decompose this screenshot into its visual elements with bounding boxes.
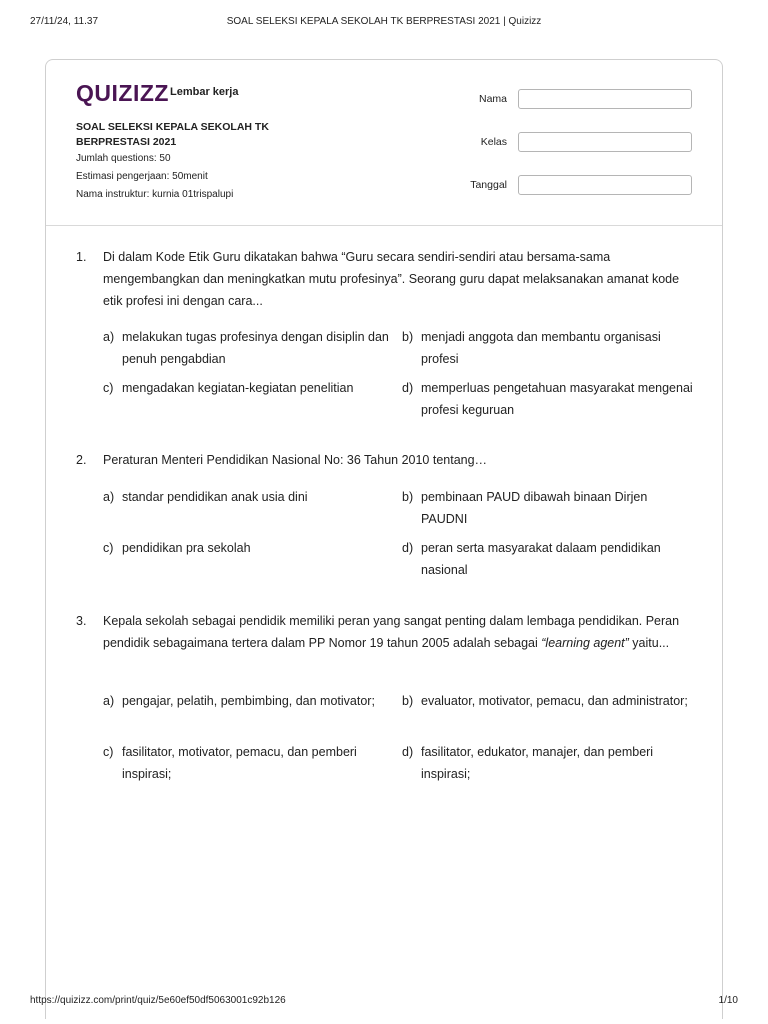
print-date: 27/11/24, 11.37 bbox=[30, 16, 99, 27]
option-letter: d) bbox=[402, 381, 414, 395]
option-letter: a) bbox=[103, 330, 115, 344]
time-estimate: Estimasi pengerjaan: 50menit bbox=[76, 171, 208, 182]
option-letter: d) bbox=[402, 745, 414, 759]
question-text: Di dalam Kode Etik Guru dikatakan bahwa “Guru secara sendiri-sendiri atau bersama-sama mengembangkan dan meningkatkan mutu profesinya”. Seorang guru dapat melaksanakan amanat kode etik profesi ini dengan cara... bbox=[103, 250, 680, 308]
option-text: peran serta masyarakat dalaam pendidikan nasional bbox=[421, 541, 661, 577]
option-letter: c) bbox=[103, 745, 114, 759]
quiz-title: SOAL SELEKSI KEPALA SEKOLAH TK BERPRESTASI 2021 bbox=[76, 121, 269, 148]
instructor-name: Nama instruktur: kurnia 01trispalupi bbox=[76, 189, 234, 200]
option-text: mengadakan kegiatan-kegiatan penelitian bbox=[122, 381, 354, 395]
question-number: 3. bbox=[76, 614, 87, 628]
option-letter: d) bbox=[402, 541, 414, 555]
class-label: Kelas bbox=[480, 136, 507, 148]
option-text: fasilitator, edukator, manajer, dan pemberi inspirasi; bbox=[421, 745, 654, 781]
option-text: fasilitator, motivator, pemacu, dan pemberi inspirasi; bbox=[122, 745, 357, 781]
option-letter: c) bbox=[103, 381, 114, 395]
worksheet-card bbox=[45, 59, 723, 1019]
option-text: memperluas pengetahuan masyarakat mengenai profesi keguruan bbox=[421, 381, 693, 417]
question-text-part: yaitu... bbox=[628, 636, 670, 650]
print-url: https://quizizz.com/print/quiz/5e60ef50df5063001c92b126 bbox=[30, 995, 286, 1006]
date-field[interactable] bbox=[518, 175, 692, 195]
option-letter: b) bbox=[402, 694, 414, 708]
option-text: pendidikan pra sekolah bbox=[122, 541, 251, 555]
name-field[interactable] bbox=[518, 89, 692, 109]
question-number: 1. bbox=[76, 250, 87, 264]
class-field[interactable] bbox=[518, 132, 692, 152]
option-text: pengajar, pelatih, pembimbing, dan motivator; bbox=[122, 694, 375, 708]
option-letter: b) bbox=[402, 330, 414, 344]
print-page-number: 1/10 bbox=[718, 995, 738, 1006]
question-number: 2. bbox=[76, 453, 87, 467]
question-text: Peraturan Menteri Pendidikan Nasional No: 36 Tahun 2010 tentang… bbox=[103, 453, 488, 467]
option-letter: b) bbox=[402, 490, 414, 504]
option-text: pembinaan PAUD dibawah binaan Dirjen PAUDNI bbox=[421, 490, 648, 526]
date-label: Tanggal bbox=[470, 179, 507, 191]
name-label: Nama bbox=[478, 93, 507, 105]
questions-count: Jumlah questions: 50 bbox=[76, 153, 171, 164]
question-text-italic: “learning agent” bbox=[541, 636, 629, 650]
option-letter: a) bbox=[103, 490, 115, 504]
option-text: evaluator, motivator, pemacu, dan administrator; bbox=[421, 694, 688, 708]
quizizz-logo: QUIZIZZ bbox=[76, 80, 169, 106]
option-text: melakukan tugas profesinya dengan disiplin dan penuh pengabdian bbox=[122, 330, 389, 366]
print-page-title: SOAL SELEKSI KEPALA SEKOLAH TK BERPRESTASI 2021 | Quizizz bbox=[226, 16, 542, 27]
option-letter: a) bbox=[103, 694, 115, 708]
question-text-part: Kepala sekolah sebagai pendidik memiliki peran yang sangat penting dalam lembaga pendidikan. Peran pendidik sebagaimana tertera dalam PP Nomor 19 tahun 2005 adalah sebagai bbox=[103, 614, 680, 650]
question-text bbox=[103, 610, 696, 654]
option-text: menjadi anggota dan membantu organisasi profesi bbox=[421, 330, 661, 366]
worksheet-header bbox=[46, 60, 722, 226]
option-text: standar pendidikan anak usia dini bbox=[122, 490, 308, 504]
worksheet-label: Lembar kerja bbox=[170, 86, 239, 98]
option-letter: c) bbox=[103, 541, 114, 555]
